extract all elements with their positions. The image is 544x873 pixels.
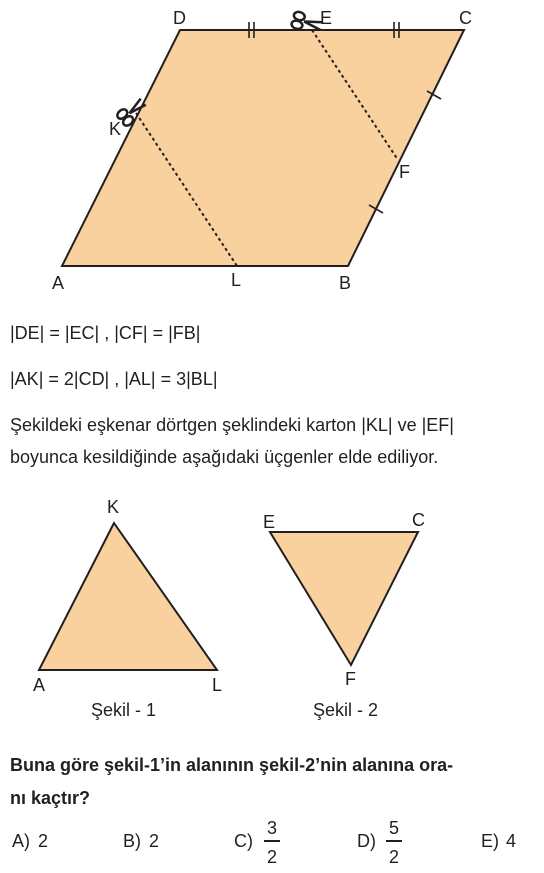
option-d-denominator: 2 <box>388 847 399 867</box>
vertex-label-e: E <box>320 8 333 28</box>
tri2-label-f: F <box>345 669 356 689</box>
vertex-label-k: K <box>109 119 122 139</box>
option-b-value: 2 <box>149 831 160 851</box>
condition-line-2: |AK| = 2|CD| , |AL| = 3|BL| <box>10 369 218 389</box>
description-line-2: boyunca kesildiğinde aşağıdaki üçgenler elde ediliyor. <box>10 447 439 467</box>
option-d-numerator: 5 <box>388 818 399 838</box>
triangle-figure-1 <box>25 495 245 725</box>
option-d-label: D) <box>357 831 376 851</box>
option-b-label: B) <box>123 831 141 851</box>
option-c-label: C) <box>234 831 253 851</box>
option-e-value: 4 <box>506 831 517 851</box>
rhombus-shape <box>62 30 464 266</box>
tri2-label-c: C <box>412 510 425 530</box>
shape2-caption: Şekil - 2 <box>313 700 379 720</box>
vertex-label-c: C <box>459 8 472 28</box>
tri2-label-e: E <box>263 512 276 532</box>
description-line-1: Şekildeki eşkenar dörtgen şeklindeki karton |KL| ve |EF| <box>10 415 454 435</box>
option-d-fraction-bar <box>386 840 402 842</box>
tri1-label-l: L <box>212 675 223 695</box>
option-c-denominator: 2 <box>266 847 277 867</box>
rhombus-figure <box>0 0 544 300</box>
option-c-numerator: 3 <box>266 818 277 838</box>
option-c-fraction-bar <box>264 840 280 842</box>
vertex-label-a: A <box>52 273 65 293</box>
question-line-1: Buna göre şekil-1’in alanının şekil-2’nin alanına ora- <box>10 755 454 775</box>
triangle-kal <box>39 523 217 670</box>
tri1-label-k: K <box>107 497 120 517</box>
triangle-ecf <box>270 532 418 665</box>
vertex-label-l: L <box>231 270 242 290</box>
option-a-label: A) <box>12 831 30 851</box>
triangle-figure-2 <box>255 505 435 725</box>
vertex-label-f: F <box>399 162 410 182</box>
vertex-label-d: D <box>173 8 186 28</box>
option-a-value: 2 <box>38 831 49 851</box>
question-line-2: nı kaçtır? <box>10 788 91 808</box>
tri1-label-a: A <box>33 675 46 695</box>
shape1-caption: Şekil - 1 <box>91 700 157 720</box>
condition-line-1: |DE| = |EC| , |CF| = |FB| <box>10 323 201 343</box>
vertex-label-b: B <box>339 273 352 293</box>
option-e-label: E) <box>481 831 499 851</box>
